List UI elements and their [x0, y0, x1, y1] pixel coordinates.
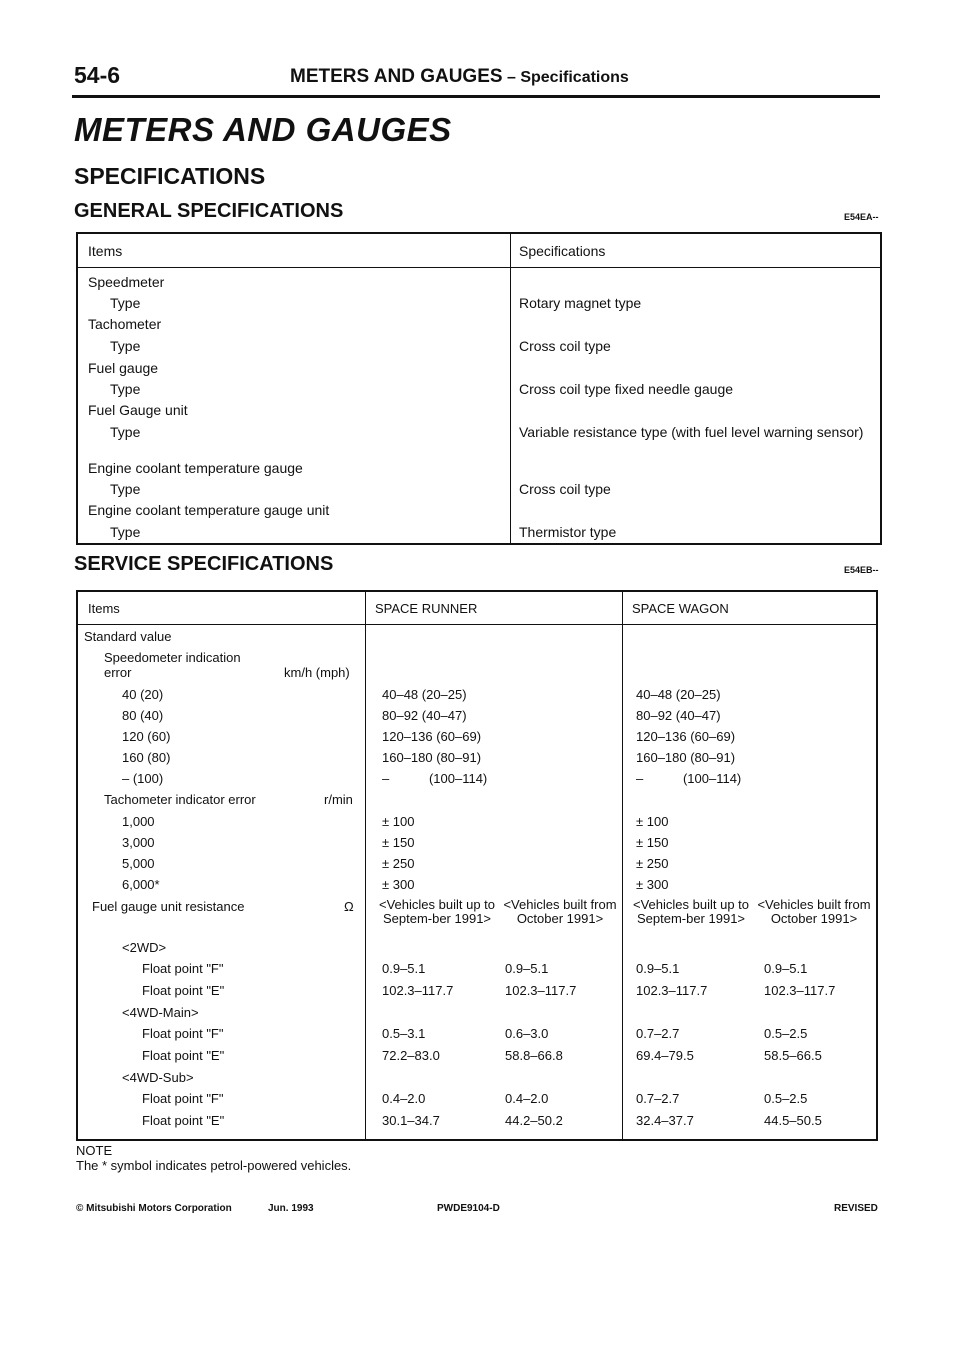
note	[76, 1143, 351, 1173]
speedo-speed: 40 (20)	[122, 687, 164, 702]
tacho-rpm: 6,000*	[122, 877, 160, 892]
speedo-speed: 80 (40)	[122, 708, 164, 723]
footer-date: Jun. 1993	[268, 1203, 314, 1214]
runner-after-value: 0.4–2.0	[505, 1091, 549, 1106]
speedo-wagon-value: 120–136 (60–69)	[636, 729, 736, 744]
wagon-before-value: 69.4–79.5	[636, 1048, 694, 1063]
speedo-unit: km/h (mph)	[284, 665, 350, 680]
header-divider	[78, 624, 876, 625]
fuel-resistance-label: Fuel gauge unit resistance	[92, 899, 245, 914]
running-header-title: METERS AND GAUGES	[290, 66, 503, 87]
service-specs-table	[76, 590, 878, 1141]
col-divider	[365, 592, 366, 1139]
float-point-label: Float point "F"	[142, 961, 224, 976]
standard-value-label: Standard value	[84, 629, 172, 644]
section-title: SPECIFICATIONS	[74, 163, 266, 189]
tacho-wagon-value: ± 250	[636, 856, 669, 871]
wagon-after-value: 102.3–117.7	[764, 983, 836, 998]
header-rule	[72, 95, 880, 98]
speedo-runner-value: 40–48 (20–25)	[382, 687, 467, 702]
general-specs-table	[76, 232, 882, 545]
drive-type-label: <2WD>	[122, 940, 167, 955]
runner-before-value: 0.5–3.1	[382, 1026, 426, 1041]
col-divider	[622, 592, 623, 1139]
speedo-speed: 160 (80)	[122, 750, 171, 765]
fuel-resistance-unit: Ω	[344, 899, 354, 914]
spec-value: Cross coil type	[519, 481, 611, 497]
spec-item-label: Type	[110, 381, 141, 397]
speedo-label-2: error	[104, 665, 132, 680]
spec-item-label: Fuel gauge	[88, 360, 159, 376]
spec-item-label: Type	[110, 295, 141, 311]
runner-after-value: 58.8–66.8	[505, 1048, 563, 1063]
spec-item-label: Engine coolant temperature gauge	[88, 460, 303, 476]
drive-type-label: <4WD-Sub>	[122, 1070, 194, 1085]
spec-item-label: Type	[110, 338, 141, 354]
float-point-label: Float point "E"	[142, 983, 225, 998]
col-header-items: Items	[88, 601, 120, 616]
wagon-after-value: 0.9–5.1	[764, 961, 808, 976]
spec-item-label: Tachometer	[88, 316, 162, 332]
service-specs-code: E54EB--	[844, 565, 879, 575]
header-divider	[78, 267, 880, 268]
speedo-wagon-value: 40–48 (20–25)	[636, 687, 721, 702]
runner-before-value: 0.4–2.0	[382, 1091, 426, 1106]
spec-value: Thermistor type	[519, 524, 617, 540]
runner-before-value: 72.2–83.0	[382, 1048, 440, 1063]
spec-value: Rotary magnet type	[519, 295, 642, 311]
running-header-subtitle: – Specifications	[502, 69, 629, 86]
float-point-label: Float point "E"	[142, 1113, 225, 1128]
speedo-speed: 120 (60)	[122, 729, 171, 744]
float-point-label: Float point "F"	[142, 1026, 224, 1041]
tacho-wagon-value: ± 100	[636, 814, 669, 829]
drive-type-label: <4WD-Main>	[122, 1005, 199, 1020]
footer-doc-id: PWDE9104-D	[437, 1203, 500, 1214]
tacho-wagon-value: ± 150	[636, 835, 669, 850]
wagon-after-value: 0.5–2.5	[764, 1091, 808, 1106]
runner-after-value: 102.3–117.7	[505, 983, 577, 998]
general-specs-heading: GENERAL SPECIFICATIONS	[74, 200, 344, 222]
speedo-speed: – (100)	[122, 771, 164, 786]
float-point-label: Float point "F"	[142, 1091, 224, 1106]
tacho-runner-value: ± 100	[382, 814, 415, 829]
runner-before-value: 102.3–117.7	[382, 983, 454, 998]
spec-value: Cross coil type fixed needle gauge	[519, 381, 734, 397]
speedo-wagon-value: 80–92 (40–47)	[636, 708, 721, 723]
tacho-runner-value: ± 300	[382, 877, 415, 892]
wagon-before-value: 32.4–37.7	[636, 1113, 694, 1128]
tacho-label: Tachometer indicator error	[104, 792, 256, 807]
col-divider	[510, 234, 511, 543]
runner-before-value: 0.9–5.1	[382, 961, 426, 976]
spec-item-label: Type	[110, 481, 141, 497]
service-specs-heading: SERVICE SPECIFICATIONS	[74, 553, 334, 575]
wagon-before-value: 0.7–2.7	[636, 1091, 680, 1106]
tacho-rpm: 5,000	[122, 856, 155, 871]
col-header-specs: Specifications	[519, 243, 606, 259]
page-number: 54-6	[74, 62, 121, 88]
wagon-before-value: 102.3–117.7	[636, 983, 708, 998]
spec-value: Cross coil type	[519, 338, 611, 354]
speedo-runner-value: 80–92 (40–47)	[382, 708, 467, 723]
tacho-unit: r/min	[324, 792, 353, 807]
speedo-wagon-value: 160–180 (80–91)	[636, 750, 736, 765]
footer-status: REVISED	[834, 1203, 878, 1214]
wagon-built-after: <Vehicles built from October 1991>	[757, 897, 871, 926]
speedo-runner-value: 120–136 (60–69)	[382, 729, 482, 744]
wagon-after-value: 0.5–2.5	[764, 1026, 808, 1041]
wagon-after-value: 58.5–66.5	[764, 1048, 822, 1063]
footer-copyright: © Mitsubishi Motors Corporation	[76, 1203, 232, 1214]
wagon-before-value: 0.7–2.7	[636, 1026, 680, 1041]
runner-before-value: 30.1–34.7	[382, 1113, 440, 1128]
spec-item-label: Type	[110, 424, 141, 440]
runner-built-before: <Vehicles built up to Septem-ber 1991>	[379, 897, 495, 926]
runner-after-value: 0.6–3.0	[505, 1026, 549, 1041]
tacho-wagon-value: ± 300	[636, 877, 669, 892]
col-header-items: Items	[88, 243, 123, 259]
main-title: METERS AND GAUGES	[74, 111, 452, 148]
speedo-runner-value: 160–180 (80–91)	[382, 750, 482, 765]
speedo-label: Speedometer indication	[104, 650, 241, 665]
general-specs-code: E54EA--	[844, 212, 879, 222]
wagon-after-value: 44.5–50.5	[764, 1113, 822, 1128]
spec-item-label: Engine coolant temperature gauge unit	[88, 502, 330, 518]
col-header-space-runner: SPACE RUNNER	[375, 601, 478, 616]
tacho-runner-value: ± 250	[382, 856, 415, 871]
col-header-space-wagon: SPACE WAGON	[632, 601, 729, 616]
wagon-built-before: <Vehicles built up to Septem-ber 1991>	[633, 897, 749, 926]
note-text: The * symbol indicates petrol-powered vehicles.	[76, 1158, 352, 1173]
runner-built-after: <Vehicles built from October 1991>	[503, 897, 617, 926]
tacho-runner-value: ± 150	[382, 835, 415, 850]
running-header	[290, 66, 629, 88]
spec-value: Variable resistance type (with fuel level warning sensor)	[519, 424, 864, 440]
spec-item-label: Type	[110, 524, 141, 540]
spec-item-label: Speedmeter	[88, 274, 165, 290]
runner-after-value: 0.9–5.1	[505, 961, 549, 976]
runner-after-value: 44.2–50.2	[505, 1113, 563, 1128]
speedo-wagon-value: – (100–114)	[636, 771, 742, 786]
note-label: NOTE	[76, 1143, 113, 1158]
spec-item-label: Fuel Gauge unit	[88, 402, 188, 418]
tacho-rpm: 1,000	[122, 814, 155, 829]
speedo-runner-value: – (100–114)	[382, 771, 488, 786]
wagon-before-value: 0.9–5.1	[636, 961, 680, 976]
float-point-label: Float point "E"	[142, 1048, 225, 1063]
tacho-rpm: 3,000	[122, 835, 155, 850]
